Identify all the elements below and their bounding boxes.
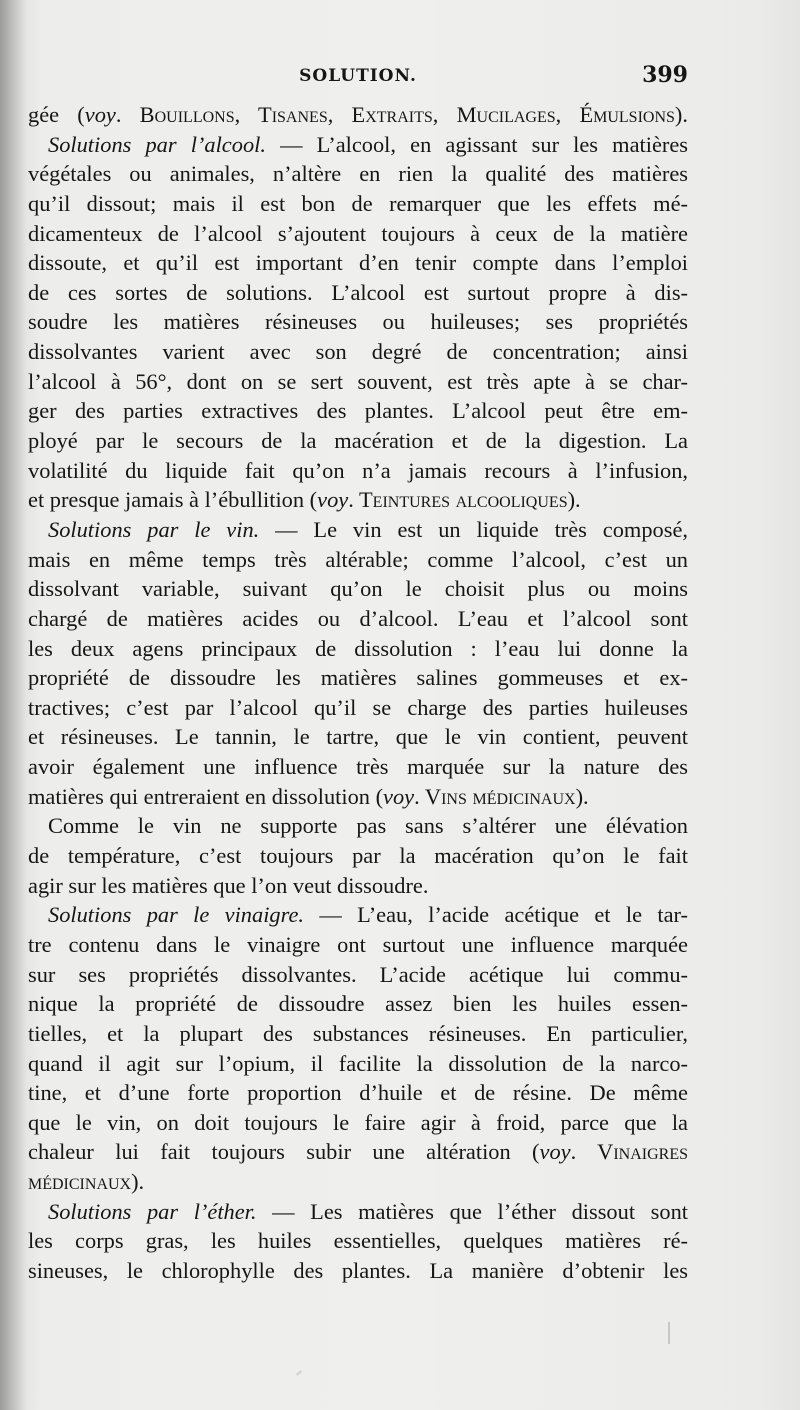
- line-text: tractives; c’est par l’alcool qu’il se charge des parties huileuses: [28, 694, 688, 720]
- text-line: [28, 456, 688, 486]
- line-text: dicamenteux de l’alcool s’ajoutent toujours à ceux de la matière: [28, 220, 688, 246]
- line-text: propriété de dissoudre les matières salines gommeuses et ex-: [28, 665, 688, 691]
- line-text: dissoute, et qu’il est important d’en tenir compte dans l’emploi: [28, 250, 688, 276]
- section-lead: Solutions par le vin.: [48, 516, 260, 542]
- text-line: [28, 634, 688, 664]
- text-line: [28, 515, 688, 545]
- line-text: — L’eau, l’acide acétique et le tar-: [304, 902, 688, 928]
- line-text: que le vin, on doit toujours le faire agir à froid, parce que la: [28, 1109, 688, 1135]
- line-text: gée (: [28, 102, 85, 127]
- text-line: [28, 219, 688, 249]
- text-line: [28, 307, 688, 337]
- text-line: [28, 337, 688, 367]
- line-text: et presque jamais à l’ébullition (: [28, 487, 318, 513]
- text-line: [28, 574, 688, 604]
- line-text: chargé de matières acides ou d’alcool. L’eau et l’alcool sont: [28, 605, 688, 631]
- text-line: [28, 1256, 688, 1286]
- page-header: [28, 62, 688, 92]
- text-line: [28, 752, 688, 782]
- page-number: 399: [642, 62, 688, 88]
- text-line: [28, 545, 688, 575]
- running-title: SOLUTION.: [299, 66, 417, 86]
- voy-reference: voy: [539, 1139, 571, 1165]
- line-text: avoir également une influence très marquée sur la nature des: [28, 754, 688, 780]
- body-text: [28, 100, 688, 1286]
- text-line: [28, 693, 688, 723]
- text-line: [28, 1108, 688, 1138]
- line-text: les corps gras, les huiles essentielles, quelques matières ré-: [28, 1228, 688, 1254]
- line-text: et résineuses. Le tannin, le tartre, que le vin contient, peuvent: [28, 724, 688, 750]
- line-text: Comme le vin ne supporte pas sans s’altérer une élévation: [48, 813, 688, 839]
- text-line: [28, 900, 688, 930]
- line-text: dissolvant variable, suivant qu’on le choisit plus ou moins: [28, 576, 688, 602]
- text-line: [28, 1167, 688, 1197]
- text-line: [28, 722, 688, 752]
- line-text: tielles, et la plupart des substances résineuses. En particulier,: [28, 1020, 688, 1046]
- margin-mark: [296, 1370, 302, 1375]
- text-line: [28, 1137, 688, 1167]
- cross-reference: . Teintures alcooliques).: [348, 487, 581, 513]
- line-text: soudre les matières résineuses ou huileuses; ses propriétés: [28, 309, 688, 335]
- text-line: [28, 1078, 688, 1108]
- section-lead: Solutions par le vinaigre.: [48, 902, 305, 928]
- line-text: l’alcool à 56°, dont on se sert souvent, est très apte à se char-: [28, 368, 688, 394]
- text-line: [28, 930, 688, 960]
- section-lead: Solutions par l’alcool.: [48, 131, 266, 157]
- text-line: [28, 989, 688, 1019]
- line-text: agir sur les matières que l’on veut dissoudre.: [28, 872, 429, 898]
- line-text: tine, et d’une forte proportion d’huile et de résine. De même: [28, 1080, 688, 1106]
- text-line: [28, 841, 688, 871]
- line-text: sur ses propriétés dissolvantes. L’acide acétique lui commu-: [28, 961, 688, 987]
- text-line: [28, 426, 688, 456]
- line-text: sineuses, le chlorophylle des plantes. La manière d’obtenir les: [28, 1257, 688, 1283]
- line-text: matières qui entreraient en dissolution (: [28, 783, 384, 809]
- line-text: qu’il dissout; mais il est bon de remarquer que les effets mé-: [28, 190, 688, 216]
- section-lead: Solutions par l’éther.: [48, 1198, 257, 1224]
- line-text: — L’alcool, en agissant sur les matières: [265, 131, 688, 157]
- voy-reference: voy: [317, 487, 349, 513]
- line-text: ployé par le secours de la macération et de la digestion. La: [28, 428, 688, 454]
- text-line: [28, 1226, 688, 1256]
- text-line: [28, 100, 688, 130]
- text-line: [28, 1049, 688, 1079]
- text-line: [28, 782, 688, 812]
- text-line: [28, 396, 688, 426]
- line-text: tre contenu dans le vinaigre ont surtout une influence marquée: [28, 931, 688, 957]
- voy-reference: voy: [383, 783, 415, 809]
- line-text: de ces sortes de solutions. L’alcool est surtout propre à dis-: [28, 279, 688, 305]
- text-line: [28, 1197, 688, 1227]
- cross-reference: . Vins médicinaux).: [414, 783, 589, 809]
- text-line: [28, 159, 688, 189]
- text-line: [28, 1019, 688, 1049]
- line-text: chaleur lui fait toujours subir une altération (: [28, 1139, 540, 1165]
- text-line: [28, 130, 688, 160]
- text-line: [28, 189, 688, 219]
- line-text: de température, c’est toujours par la macération qu’on le fait: [28, 843, 688, 869]
- voy-reference: voy: [84, 102, 116, 127]
- cross-reference: . Bouillons, Tisanes, Extraits, Mucilages, Émulsions).: [115, 102, 688, 127]
- line-text: dissolvantes varient avec son degré de concentration; ainsi: [28, 339, 688, 365]
- text-line: [28, 367, 688, 397]
- text-line: [28, 663, 688, 693]
- line-text: quand il agit sur l’opium, il facilite la dissolution de la narco-: [28, 1050, 688, 1076]
- text-line: [28, 871, 688, 901]
- text-line: [28, 278, 688, 308]
- cross-reference: médicinaux).: [28, 1169, 145, 1195]
- margin-mark: [668, 1322, 670, 1344]
- text-line: [28, 485, 688, 515]
- line-text: végétales ou animales, n’altère en rien la qualité des matières: [28, 161, 688, 187]
- line-text: — Le vin est un liquide très composé,: [259, 516, 688, 542]
- line-text: volatilité du liquide fait qu’on n’a jamais recours à l’infusion,: [28, 457, 688, 483]
- cross-reference: . Vinaigres: [570, 1139, 688, 1165]
- line-text: ger des parties extractives des plantes. L’alcool peut être em-: [28, 398, 688, 424]
- line-text: les deux agens principaux de dissolution : l’eau lui donne la: [28, 635, 688, 661]
- spine-shadow: [0, 0, 26, 1410]
- line-text: nique la propriété de dissoudre assez bien les huiles essen-: [28, 991, 688, 1017]
- line-text: — Les matières que l’éther dissout sont: [256, 1198, 688, 1224]
- text-line: [28, 960, 688, 990]
- line-text: mais en même temps très altérable; comme l’alcool, c’est un: [28, 546, 688, 572]
- text-line: [28, 811, 688, 841]
- text-line: [28, 248, 688, 278]
- text-line: [28, 604, 688, 634]
